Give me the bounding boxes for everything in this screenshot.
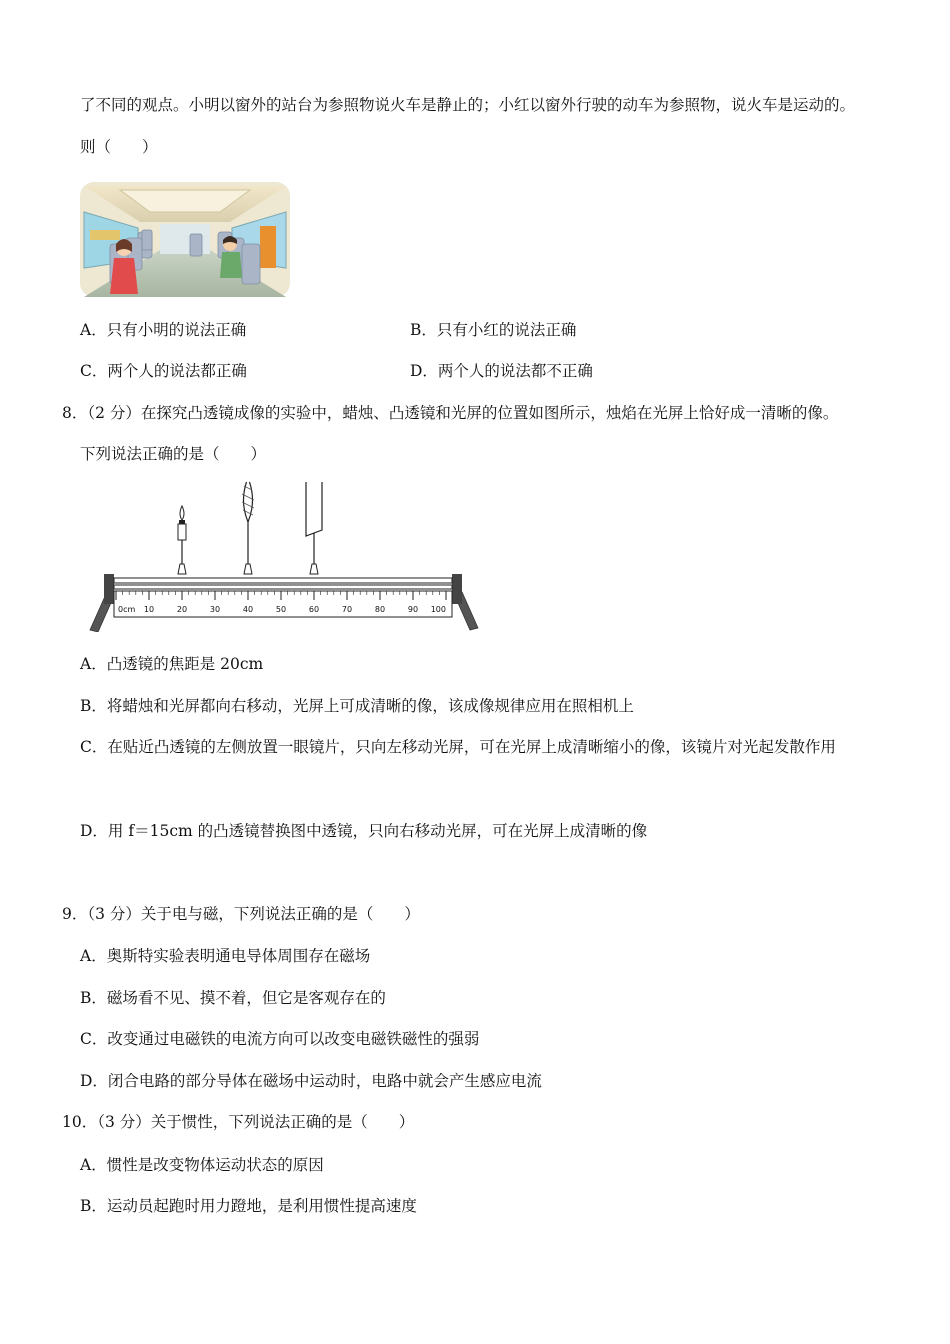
q7-option-b: B．只有小红的说法正确 [410,321,577,339]
candle-flame [180,506,184,520]
scale-label: 30 [209,605,221,614]
candle-body [178,524,186,540]
bench-rail-top [114,578,452,583]
scale-label: 70 [341,605,353,614]
q8-stem-line2: 下列说法正确的是（ ） [80,445,267,463]
train-interior-image [80,182,290,297]
scale-label: 50 [275,605,287,614]
q8-option-d: D．用 f＝15cm 的凸透镜替换图中透镜，只向右移动光屏，可在光屏上成清晰的像 [80,822,648,840]
q7-stem-line1: 了不同的观点。小明以窗外的站台为参照物说火车是静止的；小红以窗外行驶的动车为参照物，说火车是运动的。 [80,96,856,114]
scale-label: 60 [308,605,320,614]
q9-option-a: A．奥斯特实验表明通电导体周围存在磁场 [80,947,371,965]
q10-option-b: B．运动员起跑时用力蹬地，是利用惯性提高速度 [80,1197,417,1215]
q9-stem: 9．（3 分）关于电与磁，下列说法正确的是（ ） [62,905,420,923]
q10-option-a: A．惯性是改变物体运动状态的原因 [80,1156,324,1174]
scale-unit-label: 0cm [118,605,136,614]
optical-bench-figure [84,482,484,632]
q10-stem: 10．（3 分）关于惯性，下列说法正确的是（ ） [62,1113,415,1131]
scale-label: 10 [143,605,155,614]
q8-option-c: C．在贴近凸透镜的左侧放置一眼镜片，只向左移动光屏，可在光屏上成清晰缩小的像，该镜片对光起发散作用 [80,738,836,756]
scale-label: 80 [374,605,386,614]
q7-stem-line2: 则（ ） [80,138,158,156]
q8-option-a: A．凸透镜的焦距是 20cm [80,655,264,673]
light-screen [306,482,322,574]
q8-option-b: B．将蜡烛和光屏都向右移动，光屏上可成清晰的像，该成像规律应用在照相机上 [80,697,634,715]
bench-post-left [104,574,114,604]
q9-option-b: B．磁场看不见、摸不着，但它是客观存在的 [80,989,386,1007]
q8-stem-line1: 8．（2 分）在探究凸透镜成像的实验中，蜡烛、凸透镜和光屏的位置如图所示，烛焰在光屏上恰好成一清晰的像。 [62,404,839,422]
q7-option-c: C．两个人的说法都正确 [80,362,247,380]
scale-label: 40 [242,605,254,614]
scale-label: 100 [430,605,446,614]
candle [178,506,186,574]
q9-option-d: D．闭合电路的部分导体在磁场中运动时，电路中就会产生感应电流 [80,1072,542,1090]
convex-lens [242,482,254,574]
q7-option-d: D．两个人的说法都不正确 [410,362,593,380]
q7-option-a: A．只有小明的说法正确 [80,321,247,339]
q9-option-c: C．改变通过电磁铁的电流方向可以改变电磁铁磁性的强弱 [80,1030,480,1048]
bench-post-right [452,574,462,604]
scale-label: 90 [407,605,419,614]
scale-label: 20 [176,605,188,614]
bench-rail-middle [114,585,452,589]
